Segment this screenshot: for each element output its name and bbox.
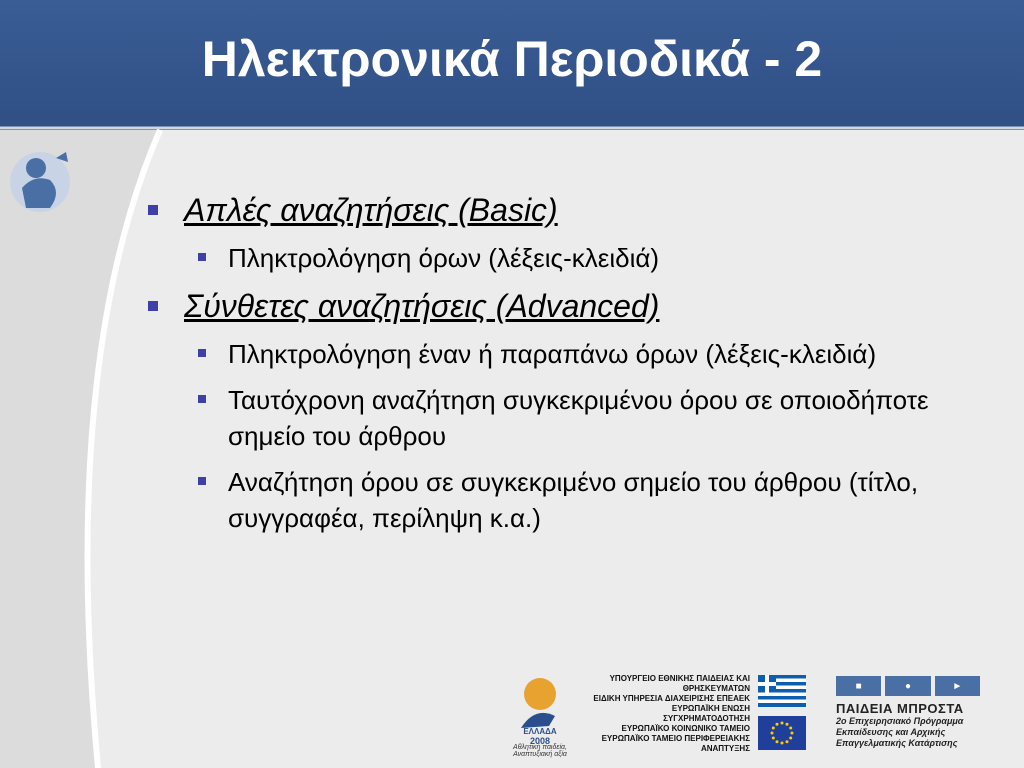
olympic-tagline: Αθλητική παιδεία, Αναπτυξιακή αξία xyxy=(513,744,567,758)
bullet-text[interactable]: Σύνθετες αναζητήσεις (Advanced) xyxy=(184,288,660,324)
bullet-text: Πληκτρολόγηση όρων (λέξεις-κλειδιά) xyxy=(228,243,660,273)
ministry-line: ΕΙΔΙΚΗ ΥΠΗΡΕΣΙΑ ΔΙΑΧΕΙΡΙΣΗΣ ΕΠΕΑΕΚ xyxy=(593,694,750,703)
list-item xyxy=(140,240,980,276)
ministry-text xyxy=(590,674,750,754)
paideia-title: ΠΑΙΔΕΙΑ ΜΠΡΟΣΤΑ xyxy=(836,701,964,716)
bullet-marker xyxy=(198,253,206,261)
eu-flag-icon xyxy=(758,716,806,750)
ministry-line: ΕΥΡΩΠΑΪΚΗ ΕΝΩΣΗ xyxy=(671,704,750,713)
ministry-line: ΕΥΡΩΠΑΪΚΟ ΤΑΜΕΙΟ ΠΕΡΙΦΕΡΕΙΑΚΗΣ ΑΝΑΠΤΥΞΗΣ xyxy=(601,734,750,753)
paideia-button: ● xyxy=(885,676,930,696)
bullet-marker xyxy=(148,301,158,311)
bullet-text[interactable]: Απλές αναζητήσεις (Basic) xyxy=(184,192,558,228)
paideia-button: ► xyxy=(935,676,980,696)
bullet-text: Αναζήτηση όρου σε συγκεκριμένο σημείο του άρθρου (τίτλο, συγγραφέα, περίληψη κ.α.) xyxy=(228,467,919,533)
olympic-label: ΕΛΛΑΔΑ xyxy=(523,727,557,736)
list-item xyxy=(140,286,980,326)
ancient-figure-logo xyxy=(4,148,82,220)
bullet-marker xyxy=(198,395,206,403)
paideia-buttons xyxy=(836,676,980,696)
ministry-line: ΥΠΟΥΡΓΕΙΟ ΕΘΝΙΚΗΣ ΠΑΙΔΕΙΑΣ ΚΑΙ ΘΡΗΣΚΕΥΜΑΤΩΝ xyxy=(609,674,750,693)
bullet-text: Ταυτόχρονη αναζήτηση συγκεκριμένου όρου σε οποιοδήποτε σημείο του άρθρου xyxy=(228,385,929,451)
list-item xyxy=(140,464,980,536)
paideia-subtitle: Επαγγελματικής Κατάρτισης xyxy=(836,738,958,748)
ministry-line: ΕΥΡΩΠΑΪΚΟ ΚΟΙΝΩΝΙΚΟ ΤΑΜΕΙΟ xyxy=(621,724,750,733)
paideia-subtitle: Εκπαίδευσης και Αρχικής xyxy=(836,727,946,737)
bullet-text: Πληκτρολόγηση έναν ή παραπάνω όρων (λέξεις-κλειδιά) xyxy=(228,339,877,369)
bullet-marker xyxy=(148,205,158,215)
paideia-subtitle: 2ο Επιχειρησιακό Πρόγραμμα xyxy=(836,716,964,726)
paideia-logo xyxy=(836,676,980,749)
bullet-content xyxy=(140,190,980,546)
bullet-marker xyxy=(198,477,206,485)
list-item xyxy=(140,336,980,372)
list-item xyxy=(140,190,980,230)
list-item xyxy=(140,382,980,454)
greek-flag-icon xyxy=(758,675,806,707)
ministry-line: ΣΥΓΧΡΗΜΑΤΟΔΟΤΗΣΗ xyxy=(663,714,750,723)
bullet-marker xyxy=(198,349,206,357)
slide-title: Ηλεκτρονικά Περιοδικά - 2 xyxy=(201,31,823,87)
olympic-year: 2008 xyxy=(529,736,551,746)
paideia-button: ■ xyxy=(836,676,881,696)
